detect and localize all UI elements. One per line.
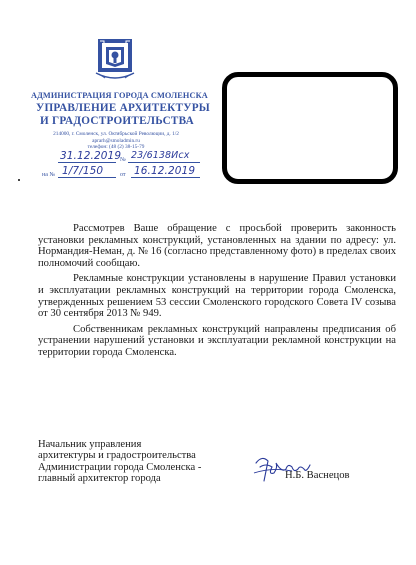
coat-of-arms-icon xyxy=(90,37,140,83)
department-name-line1: УПРАВЛЕНИЕ АРХИТЕКТУРЫ xyxy=(36,102,211,114)
outgoing-date: 31.12.2019 xyxy=(60,150,122,162)
redaction-box xyxy=(222,72,398,184)
signatory-title-line4: главный архитектор города xyxy=(38,473,161,485)
phone-line: телефон: (48 (2) 38-15-79 xyxy=(87,144,145,150)
letter-body xyxy=(38,223,396,363)
reference-date: 16.12.2019 xyxy=(134,165,196,177)
reference-number-label: на № xyxy=(42,172,56,178)
administration-title: АДМИНИСТРАЦИЯ ГОРОДА СМОЛЕНСКА xyxy=(31,91,208,100)
signatory-name: Н.Б. Васнецов xyxy=(285,470,350,481)
signatory-title xyxy=(38,439,238,485)
reference-date-label: от xyxy=(120,172,126,178)
email-line: aprarh@smoladmin.ru xyxy=(92,138,140,144)
body-paragraph-2: Рекламные конструкции установлены в нарушение Правил установки и эксплуатации рекламных конструкций на территории города Смоленска, утвержденных решением 53 сессии Смоленского городского Совета IV созыва от 30 сентября 2013 № 949. xyxy=(38,273,396,320)
department-name-line2: И ГРАДОСТРОИТЕЛЬСТВА xyxy=(40,115,194,127)
signatory-title-line1: Начальник управления xyxy=(38,439,142,450)
signatory-title-line3: Администрации города Смоленска - xyxy=(38,461,202,473)
reference-number: 1/7/150 xyxy=(62,165,104,177)
number-sign: № xyxy=(120,157,126,163)
margin-mark xyxy=(18,179,20,181)
outgoing-number: 23/6138Исх xyxy=(131,150,190,161)
body-paragraph-1: Рассмотрев Ваше обращение с просьбой проверить законность установки рекламных конструкций, установленных на здании по адресу: ул. Нормандия-Неман, д. № 16 (согласно представленному фото) в пределах своих полномочий сообщаю. xyxy=(38,223,396,269)
signatory-title-line2: архитектуры и градостроительства xyxy=(38,450,196,462)
address-line: 214000, г. Смоленск, ул. Октябрьской Революции, д. 1/2 xyxy=(53,131,179,137)
body-paragraph-3: Собственникам рекламных конструкций направлены предписания об устранении нарушений установки и эксплуатации рекламной конструкции на территории города Смоленска. xyxy=(38,323,396,358)
